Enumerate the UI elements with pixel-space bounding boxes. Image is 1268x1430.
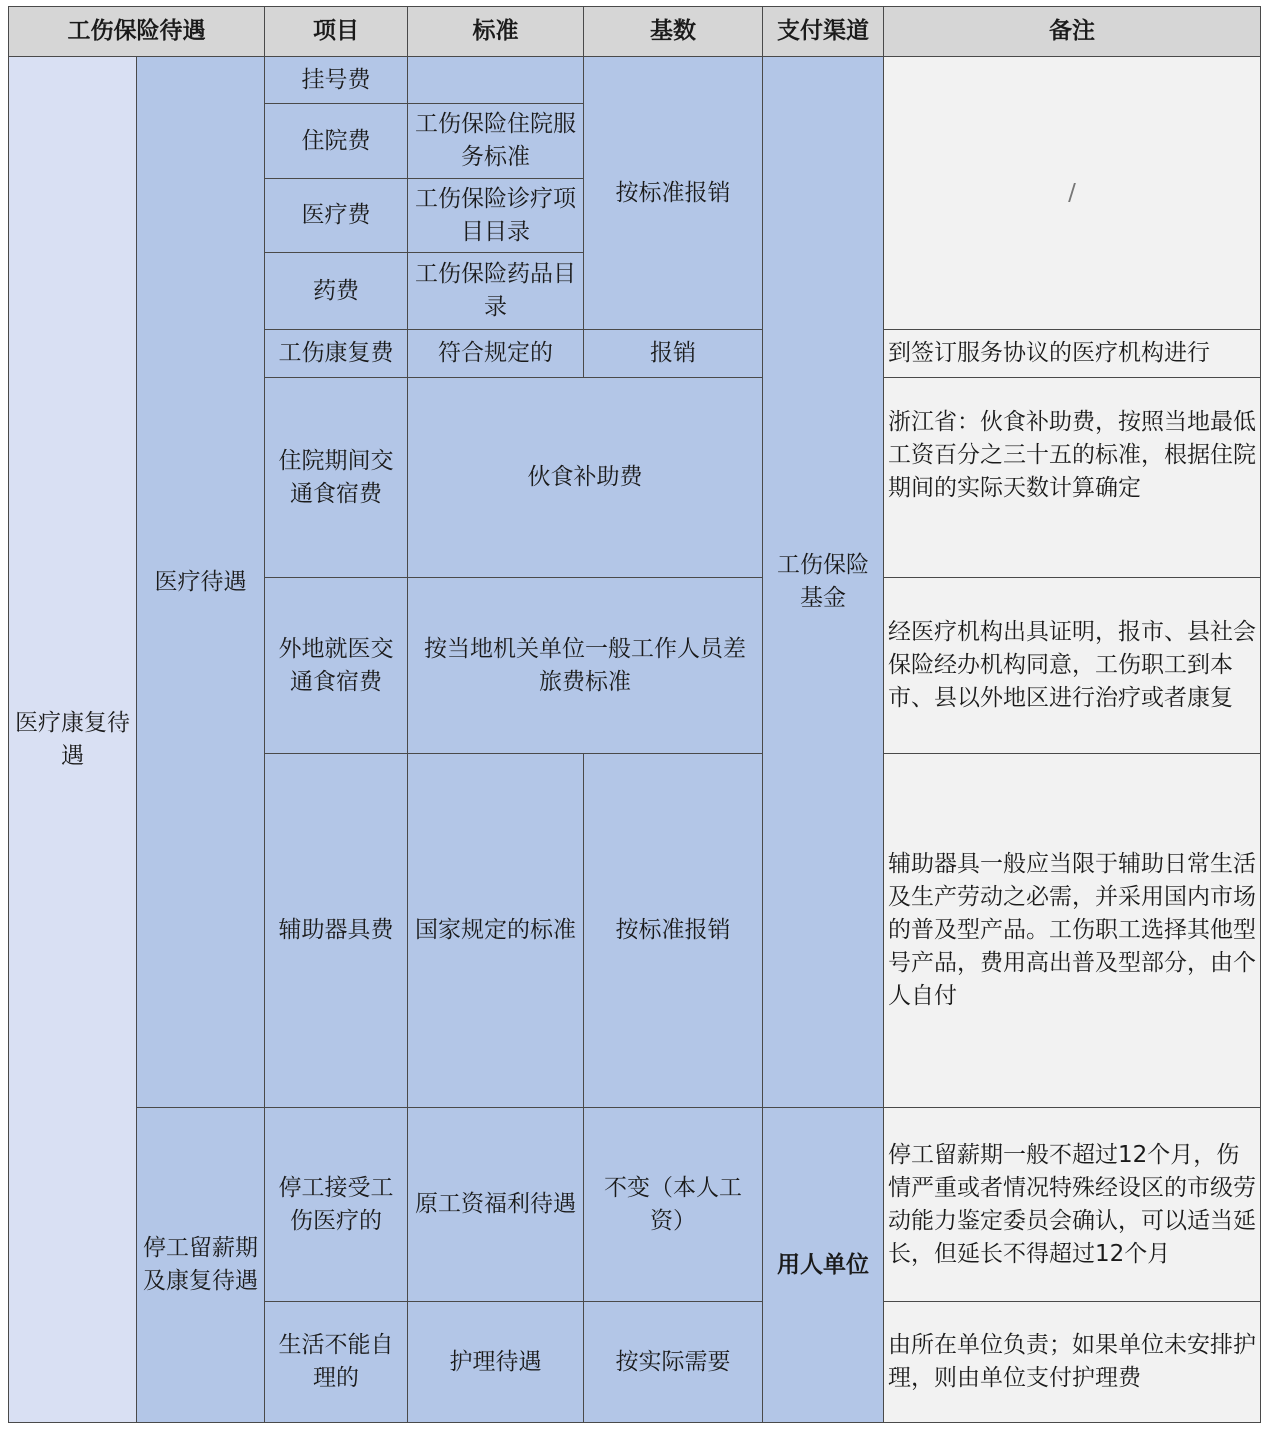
standard-cell: 国家规定的标准: [408, 754, 584, 1108]
standard-cell: 护理待遇: [408, 1302, 584, 1423]
category-suspension: 停工留薪期及康复待遇: [137, 1108, 265, 1423]
table-row: [9, 57, 1261, 104]
note-cell: 辅助器具一般应当限于辅助日常生活及生产劳动之必需，并采用国内市场的普及型产品。工伤职工选择其他型号产品，费用高出普及型部分，由个人自付: [884, 754, 1261, 1108]
category-medical-rehab: 医疗康复待遇: [9, 57, 137, 1423]
standard-cell: [408, 57, 584, 104]
header-row: [9, 7, 1261, 57]
base-cell: 按标准报销: [584, 754, 763, 1108]
category-medical: 医疗待遇: [137, 57, 265, 1108]
header-standard: 标准: [408, 7, 584, 57]
header-base: 基数: [584, 7, 763, 57]
item-cell: 停工接受工伤医疗的: [265, 1108, 408, 1302]
note-cell: 由所在单位负责；如果单位未安排护理，则由单位支付护理费: [884, 1302, 1261, 1423]
item-cell: 挂号费: [265, 57, 408, 104]
item-cell: 住院期间交通食宿费: [265, 378, 408, 578]
item-cell: 生活不能自理的: [265, 1302, 408, 1423]
payment-fund: 工伤保险基金: [763, 57, 884, 1108]
note-cell: 经医疗机构出具证明，报市、县社会保险经办机构同意，工伤职工到本市、县以外地区进行治疗或者康复: [884, 578, 1261, 754]
item-cell: 药费: [265, 253, 408, 330]
standard-cell: 符合规定的: [408, 330, 584, 378]
item-cell: 住院费: [265, 104, 408, 179]
standard-cell: 工伤保险药品目录: [408, 253, 584, 330]
note-cell: /: [884, 57, 1261, 330]
standard-cell: 伙食补助费: [408, 378, 763, 578]
item-cell: 医疗费: [265, 179, 408, 253]
base-cell: 按实际需要: [584, 1302, 763, 1423]
standard-cell: 工伤保险诊疗项目目录: [408, 179, 584, 253]
base-cell: 报销: [584, 330, 763, 378]
note-cell: 到签订服务协议的医疗机构进行: [884, 330, 1261, 378]
standard-cell: 工伤保险住院服务标准: [408, 104, 584, 179]
base-cell: 按标准报销: [584, 57, 763, 330]
table-row: [9, 1108, 1261, 1302]
note-cell: 浙江省：伙食补助费，按照当地最低工资百分之三十五的标准，根据住院期间的实际天数计算确定: [884, 378, 1261, 578]
benefits-table: [8, 6, 1261, 1423]
standard-cell: 原工资福利待遇: [408, 1108, 584, 1302]
header-item: 项目: [265, 7, 408, 57]
header-payment: 支付渠道: [763, 7, 884, 57]
standard-cell: 按当地机关单位一般工作人员差旅费标准: [408, 578, 763, 754]
header-note: 备注: [884, 7, 1261, 57]
base-cell: 不变（本人工资）: [584, 1108, 763, 1302]
item-cell: 工伤康复费: [265, 330, 408, 378]
item-cell: 外地就医交通食宿费: [265, 578, 408, 754]
note-cell: 停工留薪期一般不超过12个月，伤情严重或者情况特殊经设区的市级劳动能力鉴定委员会确认，可以适当延长，但延长不得超过12个月: [884, 1108, 1261, 1302]
item-cell: 辅助器具费: [265, 754, 408, 1108]
header-benefit: 工伤保险待遇: [9, 7, 265, 57]
payment-employer: 用人单位: [763, 1108, 884, 1423]
